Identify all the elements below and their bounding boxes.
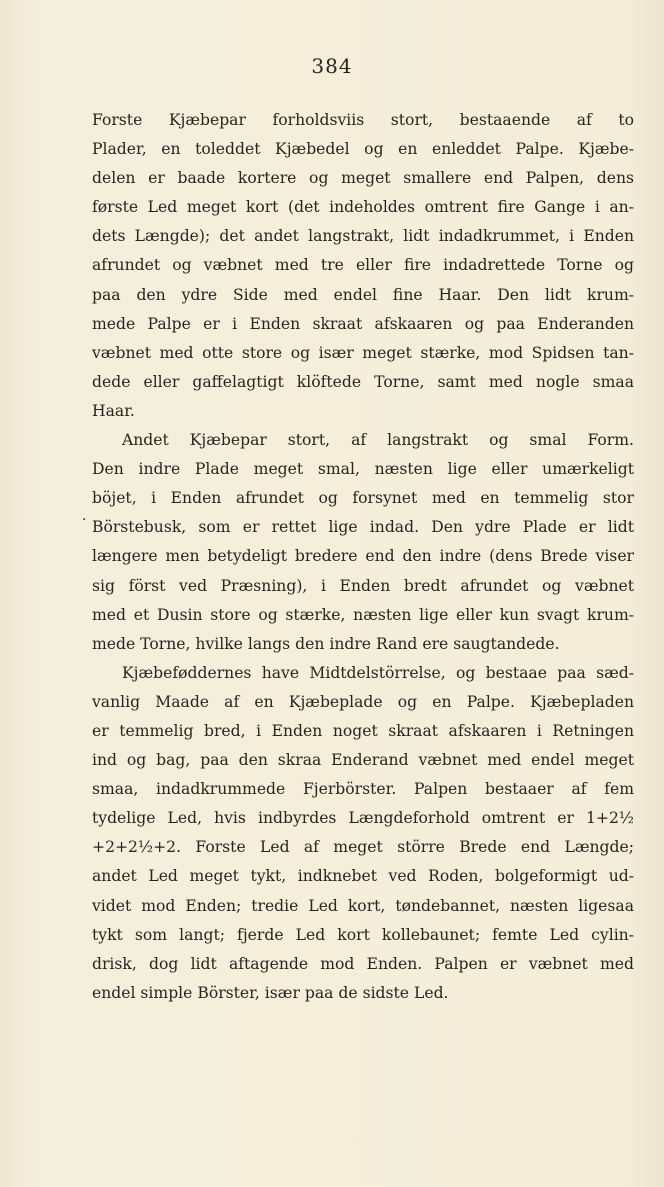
text-line: tykt som langt; fjerde Led kort kollebaunet; femte Led cylin-: [92, 925, 634, 944]
text-line: mede Torne, hvilke langs den indre Rand ere saugtandede.: [92, 634, 560, 653]
text-line: væbnet med otte store og især meget stærke, mod Spidsen tan-: [92, 343, 634, 362]
margin-mark: ·: [82, 512, 87, 528]
text-line: Börstebusk, som er rettet lige indad. Den ydre Plade er lidt: [92, 518, 634, 537]
text-line: afrundet og væbnet med tre eller fire indadrettede Torne og: [92, 256, 634, 275]
text-line: mede Palpe er i Enden skraat afskaaren og paa Enderanden: [92, 314, 634, 333]
text-line: paa den ydre Side med endel fine Haar. Den lidt krum-: [92, 285, 634, 304]
text-line: Kjæbeføddernes have Midtdelstörrelse, og bestaae paa sæd-: [122, 663, 634, 682]
text-line: dets Længde); det andet langstrakt, lidt indadkrummet, i Enden: [92, 227, 634, 246]
text-line: vanlig Maade af en Kjæbeplade og en Palpe. Kjæbepladen: [92, 692, 634, 711]
text-line: Forste Kjæbepar forholdsviis stort, bestaaende af to: [92, 111, 634, 129]
text-line: drisk, dog lidt aftagende mod Enden. Palpen er væbnet med: [92, 954, 634, 973]
text-line: videt mod Enden; tredie Led kort, tøndebannet, næsten ligesaa: [92, 896, 634, 915]
text-line: længere men betydeligt bredere end den indre (dens Brede viser: [92, 547, 634, 566]
text-line: Den indre Plade meget smal, næsten lige eller umærkeligt: [92, 460, 634, 479]
text-line: sig först ved Præsning), i Enden bredt afrundet og væbnet: [92, 576, 634, 595]
text-line: delen er baade kortere og meget smallere end Palpen, dens: [92, 169, 634, 188]
text-line: Haar.: [92, 401, 135, 420]
text-line: Plader, en toleddet Kjæbedel og en enleddet Palpe. Kjæbe-: [92, 140, 634, 159]
text-line: böjet, i Enden afrundet og forsynet med en temmelig stor: [92, 489, 634, 508]
text-line: er temmelig bred, i Enden noget skraat afskaaren i Retningen: [92, 721, 634, 740]
text-line: med et Dusin store og stærke, næsten lige eller kun svagt krum-: [92, 605, 634, 624]
text-line: andet Led meget tykt, indknebet ved Roden, bolgeformigt ud-: [92, 867, 634, 886]
text-line: dede eller gaffelagtigt klöftede Torne, samt med nogle smaa: [92, 372, 634, 391]
text-line: endel simple Börster, især paa de sidste Led.: [92, 983, 449, 1002]
text-line: første Led meget kort (det indeholdes omtrent fire Gange i an-: [92, 198, 634, 217]
text-line: smaa, indadkrummede Fjerbörster. Palpen bestaaer af fem: [92, 780, 634, 799]
text-line: Andet Kjæbepar stort, af langstrakt og smal Form.: [122, 431, 634, 450]
text-line: tydelige Led, hvis indbyrdes Længdeforhold omtrent er 1+2½: [92, 809, 634, 828]
text-line: ind og bag, paa den skraa Enderand væbnet med endel meget: [92, 751, 634, 770]
body-text: [82, 106, 634, 1008]
page-number: 384: [311, 54, 353, 78]
text-line: +2+2½+2. Forste Led af meget större Brede end Længde;: [92, 838, 634, 857]
